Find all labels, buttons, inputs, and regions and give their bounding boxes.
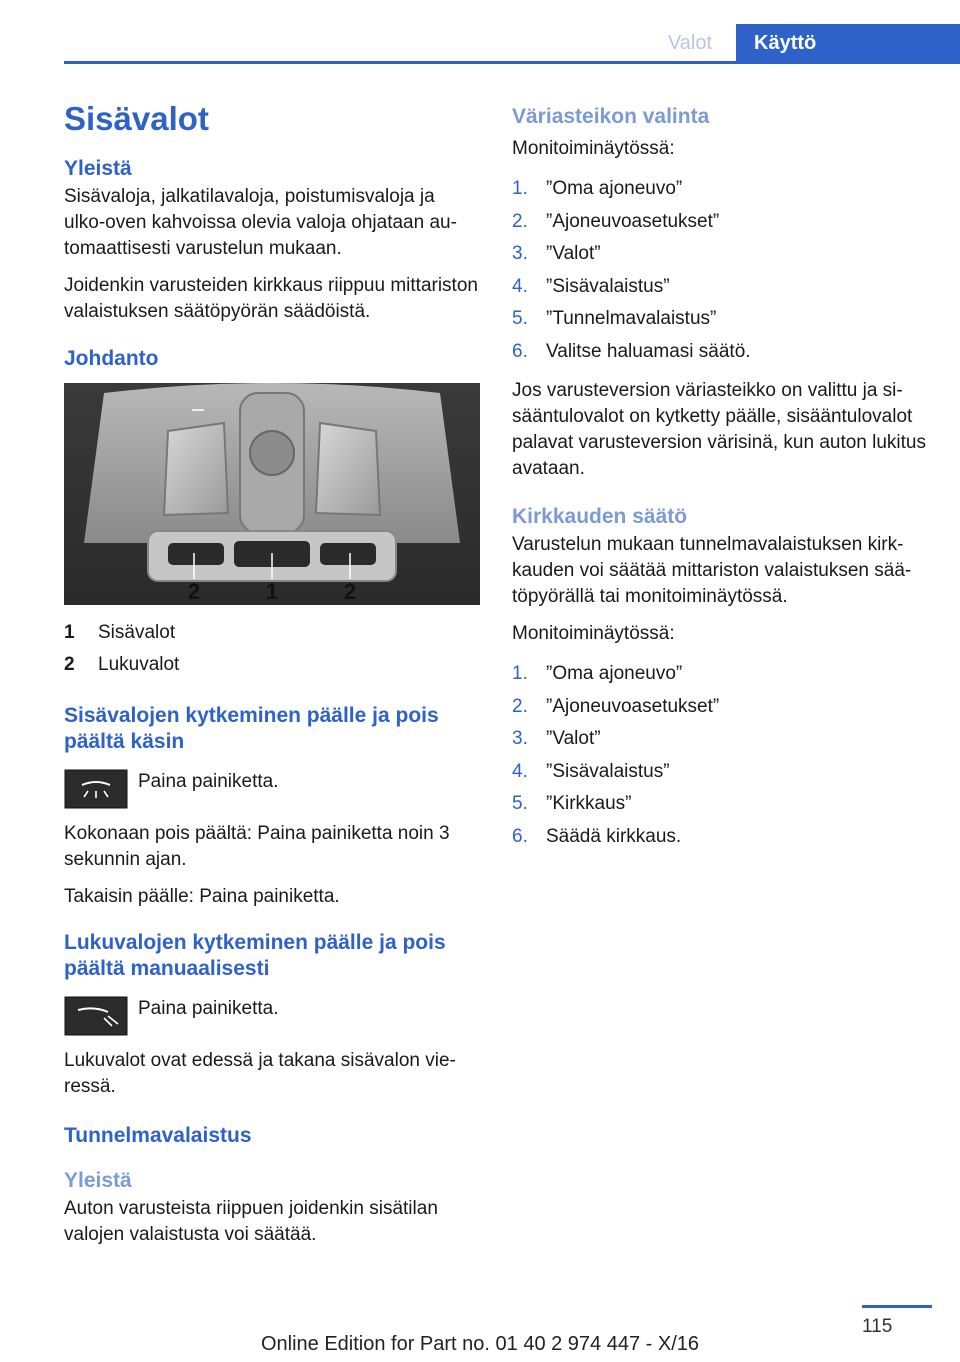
lukuvalot-button-row (64, 996, 480, 1036)
overhead-console-photo (64, 383, 480, 605)
legend-label: Lukuvalot (98, 654, 180, 675)
tab-section: Valot (667, 32, 713, 54)
left-column (64, 96, 480, 1259)
kirkkaus-intro: Monitoiminäytössä: (512, 623, 675, 644)
footer-rule (862, 1305, 932, 1308)
tunnelma-paragraph-1: Auton varusteista riippuen joidenkin sisätilan valojen valaistusta voi säätää. (64, 1198, 438, 1245)
johdanto-heading: Johdanto (64, 347, 159, 370)
step-number: 2. (512, 695, 528, 717)
step-text: ”Ajoneuvoasetukset” (546, 210, 720, 232)
photo-legend (64, 617, 480, 681)
legend-item (64, 617, 480, 649)
step-number: 5. (512, 793, 528, 814)
step-text: ”Valot” (546, 728, 601, 749)
yleista-paragraph-2: Joidenkin varusteiden kirkkaus riippuu mittariston valaistuksen säätöpyörän säädöistä. (64, 275, 478, 322)
legend-number: 1 (64, 622, 75, 643)
interior-light-button-icon (64, 769, 128, 809)
photo-label-right: 2 (343, 579, 357, 604)
photo-label-left: 2 (187, 579, 201, 604)
lukuvalot-paragraph-1: Lukuvalot ovat edessä ja takana sisävalon vieressä. (64, 1050, 456, 1097)
legend-label: Sisävalot (98, 622, 176, 643)
list-item (512, 756, 932, 789)
yleista-heading: Yleistä (64, 157, 132, 180)
step-text: ”Ajoneuvoasetukset” (546, 695, 720, 717)
variasteikko-intro: Monitoiminäytössä: (512, 138, 675, 159)
step-number: 5. (512, 308, 528, 329)
variasteikko-paragraph: Jos varusteversion väriasteikko on valittu ja sisääntulovalot on kytketty päälle, sisääntulovalot palavat varusteversion värisinä, kun auton lukitus avataan. (512, 380, 927, 479)
kirkkaus-paragraph: Varustelun mukaan tunnelmavalaistuksen kirkkauden voi säätää mittariston valaistuksen säätöpyörällä tai monitoiminäytössä. (512, 534, 912, 607)
edition-footer: Online Edition for Part no. 01 40 2 974 447 - X/16 (260, 1333, 700, 1355)
step-number: 1. (512, 663, 528, 684)
step-text: ”Oma ajoneuvo” (546, 663, 683, 684)
tab-chapter: Käyttö (736, 24, 960, 62)
step-text: ”Valot” (546, 243, 601, 264)
yleista-paragraph-1: Sisävaloja, jalkatilavaloja, poistumisvaloja ja ulko-oven kahvoissa olevia valoja ohjataan automaattisesti varustelun mukaan. (64, 186, 457, 259)
list-item (512, 173, 932, 206)
sisavalot-paragraph-2: Takaisin päälle: Paina painiketta. (64, 886, 340, 907)
list-item (512, 788, 932, 821)
step-text: ”Oma ajoneuvo” (546, 178, 683, 199)
reading-light-button-icon (64, 996, 128, 1036)
list-item (512, 691, 932, 724)
sisavalot-paragraph-1: Kokonaan pois päältä: Paina painiketta noin 3 sekunnin ajan. (64, 823, 450, 870)
header-rule (64, 61, 960, 64)
page-title: Sisävalot (64, 100, 209, 137)
tunnelma-subheading: Yleistä (64, 1169, 132, 1192)
sisavalot-button-row (64, 769, 480, 809)
step-text: Valitse haluamasi säätö. (546, 340, 751, 362)
list-item (512, 238, 932, 271)
list-item (512, 821, 932, 854)
list-item (512, 336, 932, 369)
step-text: ”Sisävalaistus” (546, 275, 670, 297)
step-number: 1. (512, 178, 528, 199)
list-item (512, 723, 932, 756)
right-column (512, 96, 932, 863)
step-text: Säädä kirkkaus. (546, 825, 682, 847)
kirkkaus-steps (512, 658, 932, 853)
list-item (512, 206, 932, 239)
legend-item (64, 649, 480, 681)
step-text: ”Kirkkaus” (546, 793, 632, 814)
kirkkaus-heading: Kirkkauden säätö (512, 505, 688, 528)
legend-number: 2 (64, 654, 75, 675)
tunnelma-heading: Tunnelmavalaistus (64, 1124, 252, 1147)
lukuvalot-heading: Lukuvalojen kytkeminen päälle ja pois päältä manuaalisesti (64, 931, 446, 980)
step-number: 4. (512, 275, 528, 297)
step-number: 4. (512, 760, 528, 782)
step-text: ”Sisävalaistus” (546, 760, 670, 782)
variasteikko-steps (512, 173, 932, 368)
step-number: 6. (512, 340, 528, 362)
step-number: 2. (512, 210, 528, 232)
header-tabs (644, 24, 960, 62)
step-number: 3. (512, 728, 528, 749)
sisavalot-heading: Sisävalojen kytkeminen päälle ja pois päältä käsin (64, 704, 439, 753)
list-item (512, 271, 932, 304)
page-number: 115 (862, 1316, 893, 1337)
list-item (512, 303, 932, 336)
list-item (512, 658, 932, 691)
lukuvalot-button-text: Paina painiketta. (138, 998, 279, 1019)
photo-label-center: 1 (265, 579, 279, 604)
step-number: 6. (512, 825, 528, 847)
sisavalot-button-text: Paina painiketta. (138, 771, 279, 792)
step-number: 3. (512, 243, 528, 264)
variasteikko-heading: Väriasteikon valinta (512, 105, 710, 128)
step-text: ”Tunnelmavalaistus” (546, 308, 717, 329)
